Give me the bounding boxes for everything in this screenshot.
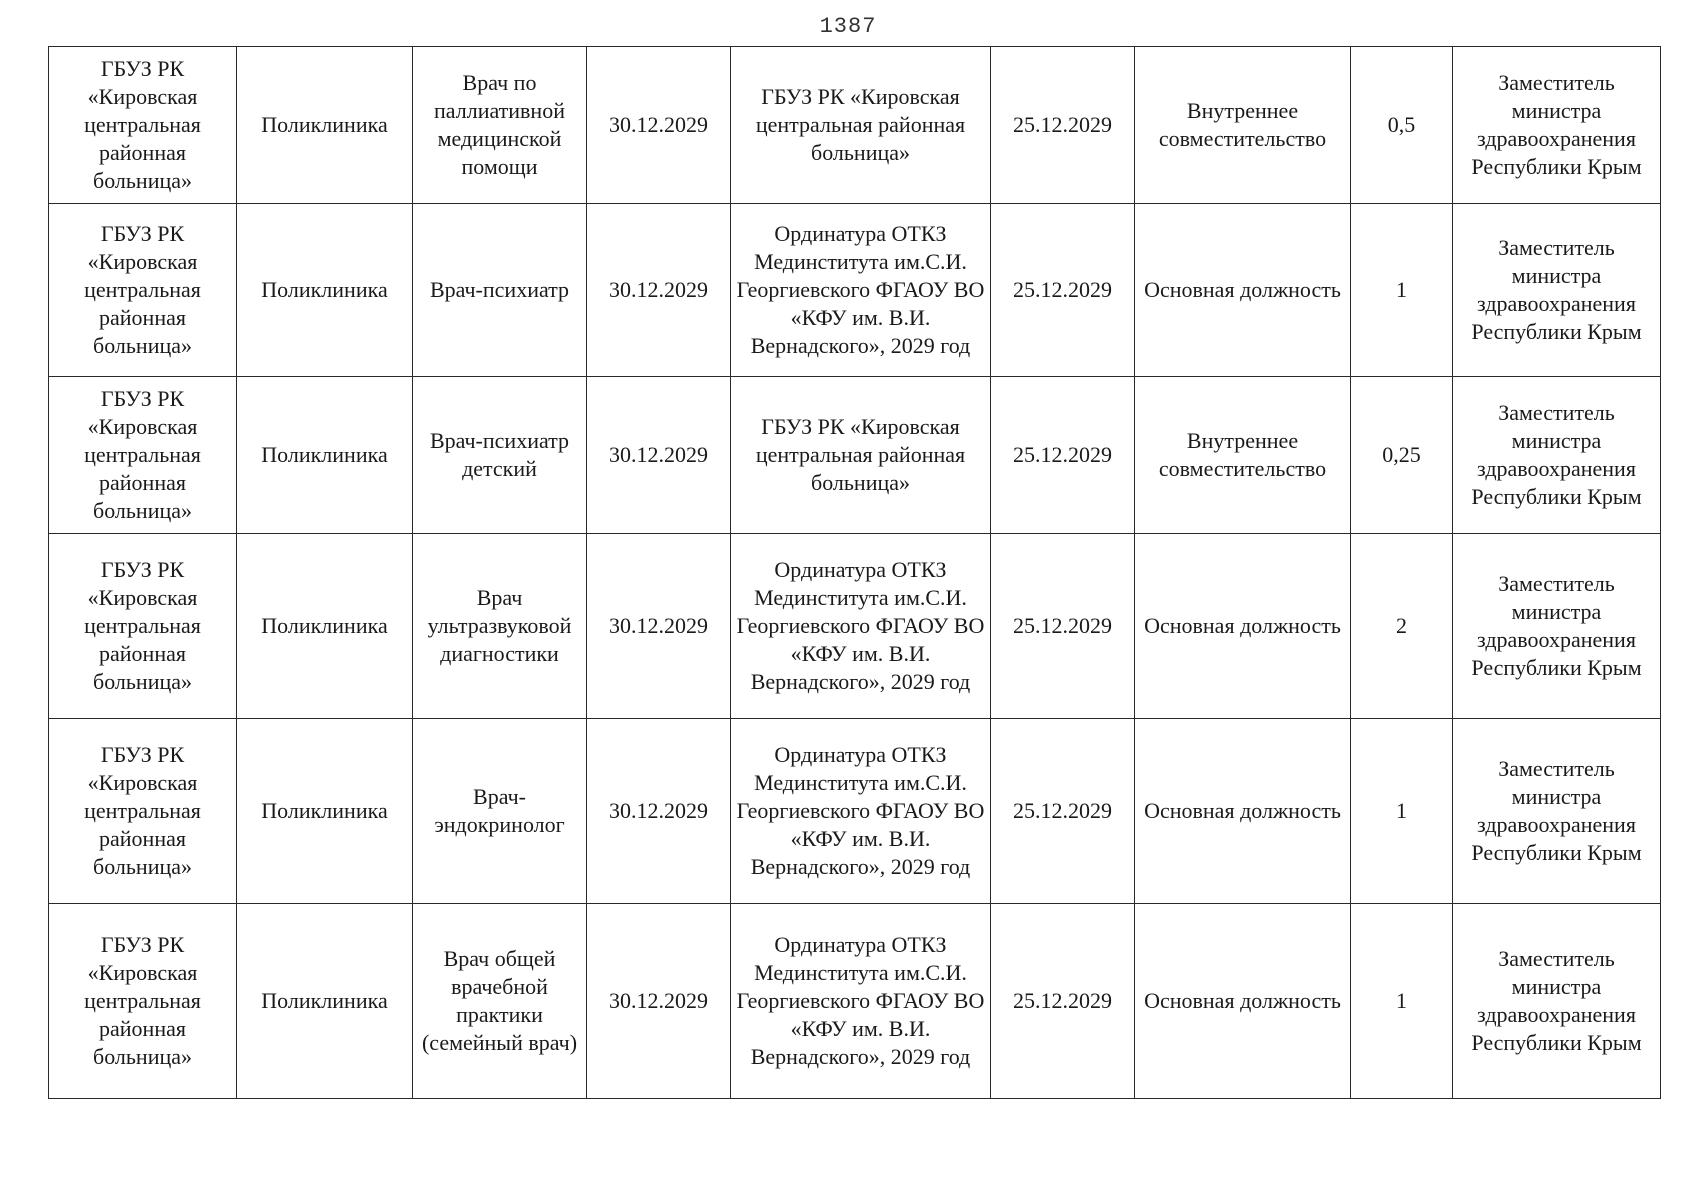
date-end-cell: 30.12.2029 [587,204,731,377]
date-end-cell: 30.12.2029 [587,534,731,719]
date-start-cell: 25.12.2029 [991,719,1135,904]
date-end-cell: 30.12.2029 [587,377,731,534]
approver-cell: Заместитель министра здравоохранения Республики Крым [1453,377,1661,534]
table-row [49,377,1661,534]
department-cell: Поликлиника [237,719,413,904]
organization-cell: ГБУЗ РК «Кировская центральная районная больница» [49,719,237,904]
source-cell: Ординатура ОТКЗ Мединститута им.С.И. Георгиевского ФГАОУ ВО «КФУ им. В.И. Вернадского», 2029 год [731,719,991,904]
table-row [49,719,1661,904]
department-cell: Поликлиника [237,47,413,204]
source-cell: Ординатура ОТКЗ Мединститута им.С.И. Георгиевского ФГАОУ ВО «КФУ им. В.И. Вернадского», 2029 год [731,904,991,1099]
department-cell: Поликлиника [237,904,413,1099]
organization-cell: ГБУЗ РК «Кировская центральная районная больница» [49,904,237,1099]
approver-cell: Заместитель министра здравоохранения Республики Крым [1453,204,1661,377]
position-cell: Врач по паллиативной медицинской помощи [413,47,587,204]
employment-type-cell: Внутреннее совместительство [1135,377,1351,534]
position-cell: Врач-психиатр детский [413,377,587,534]
table-row [49,204,1661,377]
date-end-cell: 30.12.2029 [587,719,731,904]
department-cell: Поликлиника [237,377,413,534]
employment-type-cell: Основная должность [1135,904,1351,1099]
page-number: 1387 [819,14,877,39]
position-cell: Врач ультразвуковой диагностики [413,534,587,719]
source-cell: Ординатура ОТКЗ Мединститута им.С.И. Георгиевского ФГАОУ ВО «КФУ им. В.И. Вернадского», 2029 год [731,204,991,377]
date-end-cell: 30.12.2029 [587,47,731,204]
position-cell: Врач общей врачебной практики (семейный врач) [413,904,587,1099]
department-cell: Поликлиника [237,204,413,377]
approver-cell: Заместитель министра здравоохранения Республики Крым [1453,47,1661,204]
organization-cell: ГБУЗ РК «Кировская центральная районная больница» [49,534,237,719]
position-cell: Врач-психиатр [413,204,587,377]
organization-cell: ГБУЗ РК «Кировская центральная районная больница» [49,204,237,377]
organization-cell: ГБУЗ РК «Кировская центральная районная больница» [49,47,237,204]
source-cell: ГБУЗ РК «Кировская центральная районная больница» [731,47,991,204]
table-row [49,904,1661,1099]
employment-type-cell: Основная должность [1135,719,1351,904]
employment-type-cell: Основная должность [1135,534,1351,719]
date-start-cell: 25.12.2029 [991,204,1135,377]
date-start-cell: 25.12.2029 [991,534,1135,719]
rate-cell: 0,5 [1351,47,1453,204]
position-cell: Врач-эндокринолог [413,719,587,904]
source-cell: Ординатура ОТКЗ Мединститута им.С.И. Георгиевского ФГАОУ ВО «КФУ им. В.И. Вернадского», 2029 год [731,534,991,719]
date-start-cell: 25.12.2029 [991,904,1135,1099]
rate-cell: 1 [1351,904,1453,1099]
rate-cell: 1 [1351,719,1453,904]
rate-cell: 1 [1351,204,1453,377]
vacancy-table [48,46,1661,1099]
table-row [49,47,1661,204]
date-end-cell: 30.12.2029 [587,904,731,1099]
department-cell: Поликлиника [237,534,413,719]
source-cell: ГБУЗ РК «Кировская центральная районная больница» [731,377,991,534]
approver-cell: Заместитель министра здравоохранения Республики Крым [1453,534,1661,719]
organization-cell: ГБУЗ РК «Кировская центральная районная больница» [49,377,237,534]
approver-cell: Заместитель министра здравоохранения Республики Крым [1453,719,1661,904]
employment-type-cell: Основная должность [1135,204,1351,377]
table-row [49,534,1661,719]
employment-type-cell: Внутреннее совместительство [1135,47,1351,204]
rate-cell: 2 [1351,534,1453,719]
date-start-cell: 25.12.2029 [991,47,1135,204]
rate-cell: 0,25 [1351,377,1453,534]
approver-cell: Заместитель министра здравоохранения Республики Крым [1453,904,1661,1099]
date-start-cell: 25.12.2029 [991,377,1135,534]
